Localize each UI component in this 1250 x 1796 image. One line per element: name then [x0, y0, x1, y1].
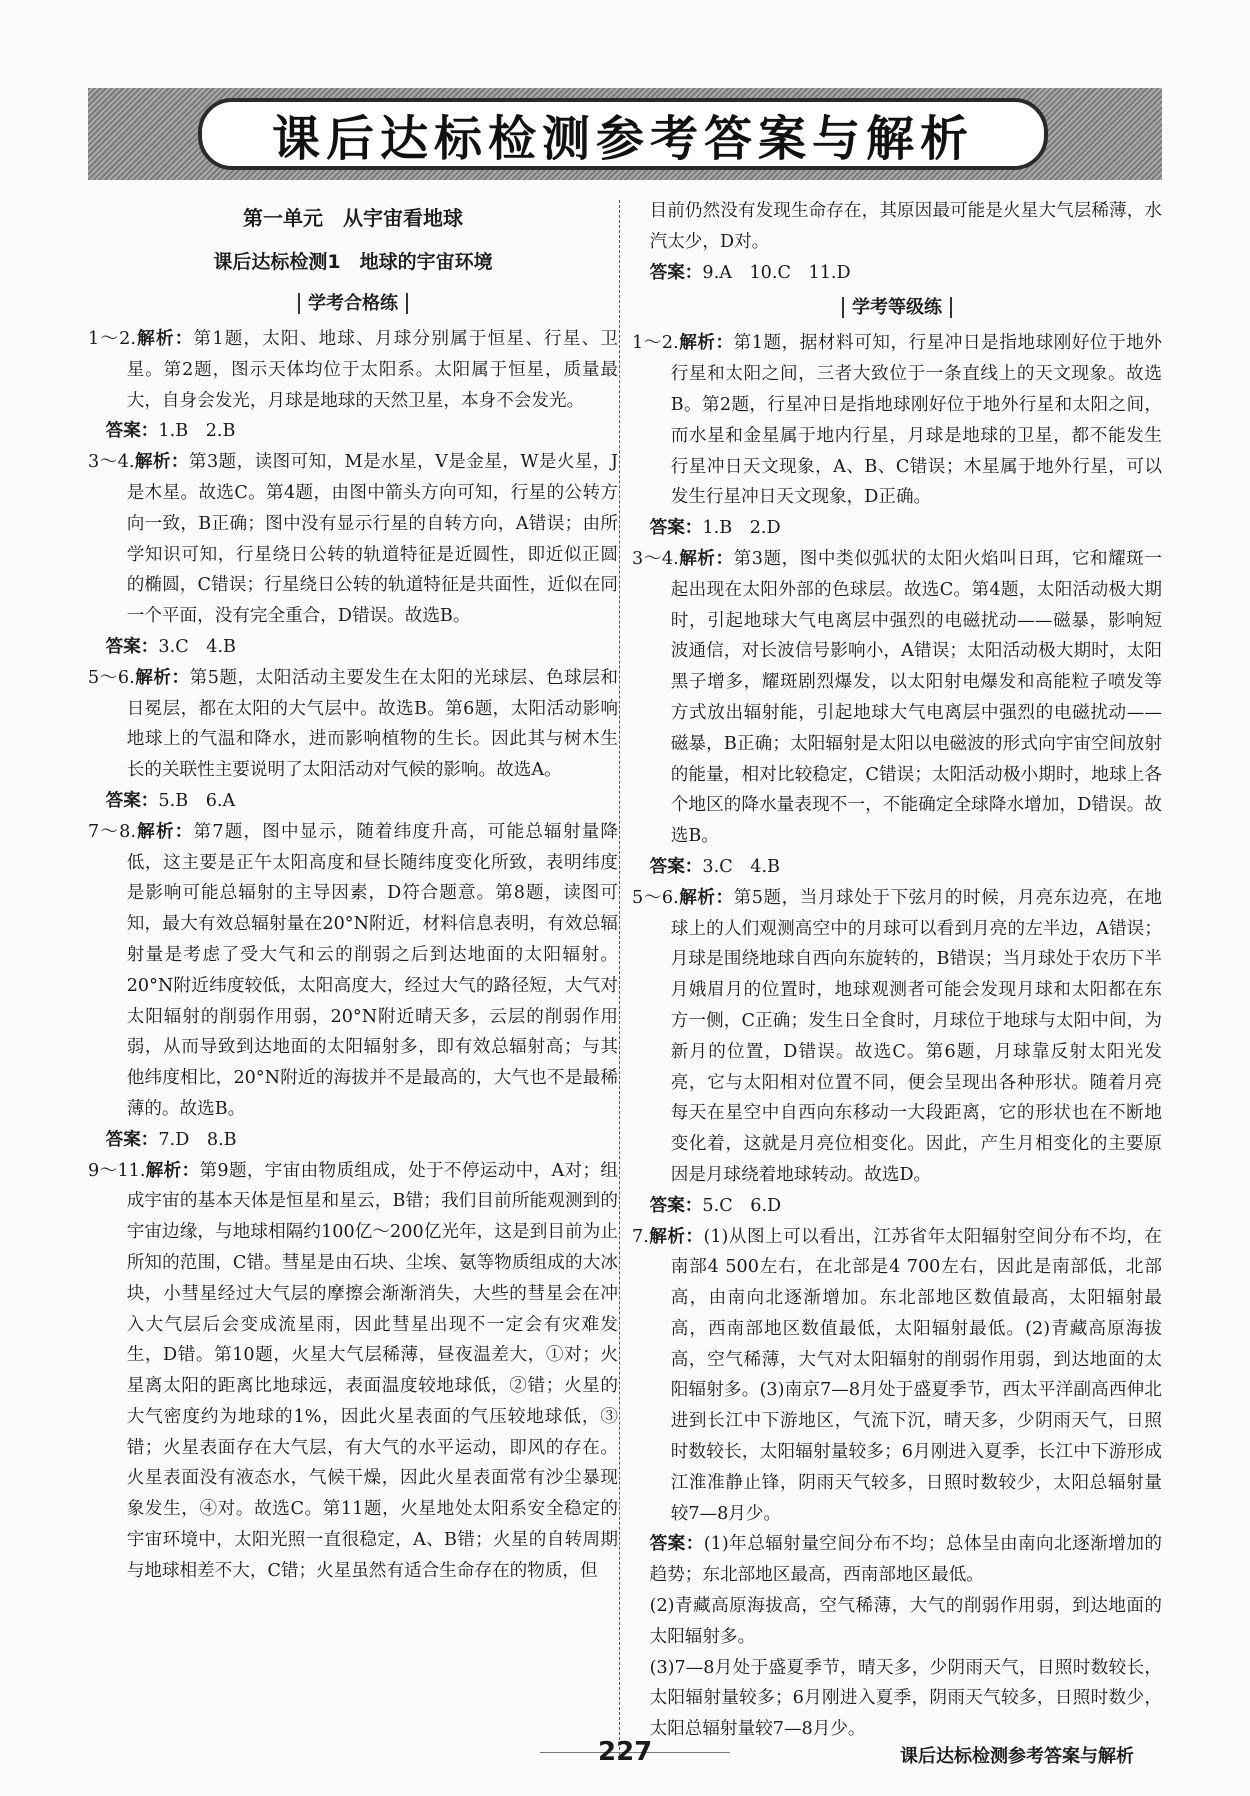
- answer-line: (3)7—8月处于盛夏季节，晴天多，少阴雨天气，日照时数较长，太阳辐射量较多；6月刚进入夏季，阴雨天气较多，日照时数少，太阳总辐射量较7—8月少。: [649, 1657, 1162, 1740]
- lesson-title: 课后达标检测1 地球的宇宙环境: [213, 251, 493, 273]
- right-column: [632, 196, 1162, 1745]
- explanation-label: 解析: [145, 1160, 182, 1181]
- question-explanation: 1～2.解析：第1题，据材料可知，行星冲日是指地球刚好位于地外行星和太阳之间，三者大致位于一条直线上的天文现象。故选B。第2题，行星冲日是指地球刚好位于地外行星和太阳之间，而水星和金星属于地内行星，月球是地球的卫星，都不能发生行星冲日天文现象，A、B、C错误；木星属于地外行星，可以发生行星冲日天文现象，D正确。: [632, 333, 1162, 508]
- answer-line: 答案：(1)年总辐射量空间分布不均；总体呈由南向北逐渐增加的趋势；东北部地区最高，西南部地区最低。: [649, 1534, 1162, 1586]
- question-explanation: 3～4.解析：第3题，读图可知，M是水星，V是金星，W是火星，J是木星。故选C。第4题，由图中箭头方向可知，行星的公转方向一致，B正确；图中没有显示行星的自转方向，A错误；由所学知识可知，行星绕日公转的轨道特征是近圆性，即近似正圆的椭圆，C错误；行星绕日公转的轨道特征是共面性，近似在同一个平面，没有完全重合，D错误。故选B。: [88, 452, 618, 627]
- question-explanation: 1～2.解析：第1题，太阳、地球、月球分别属于恒星、行星、卫星。第2题，图示天体均位于太阳系。太阳属于恒星，质量最大，自身会发光，月球是地球的天然卫星，本身不会发光。: [88, 329, 618, 411]
- question-explanation: 7～8.解析：第7题，图中显示，随着纬度升高，可能总辐射量降低，这主要是正午太阳高度和昼长随纬度变化所致，表明纬度是影响可能总辐射的主导因素，D符合题意。第8题，读图可知，最大有效总辐射量在20°N附近，材料信息表明，有效总辐射量是考虑了受大气和云的削弱之后到达地面的太阳辐射。20°N附近纬度较低，太阳高度大，经过大气的路径短，大气对太阳辐射的削弱作用弱，20°N附近晴天多，云层的削弱作用弱，从而导致到达地面的太阳辐射多，即有效总辐射高；与其他纬度相比，20°N附近的海拔并不是最高的，大气也不是最稀薄的。故选B。: [88, 821, 618, 1119]
- answer-line: 答案：7.D 8.B: [105, 1129, 237, 1150]
- explanation-text: (1)从图上可以看出，江苏省年太阳辐射空间分布不均，在南部4 500左右，在北部是4 700左右，因此是南部低，北部高，由南向北逐渐增加。东北部地区数值最高，太阳辐射最高，西南部地区数值最低，太阳辐射最低。(2)青藏高原海拔高，空气稀薄，大气对太阳辐射的削弱作用弱，到达地面的太阳辐射多。(3)南京7—8月处于盛夏季节，西太平洋副高西伸北进到长江中下游地区，气流下沉，晴天多，少阴雨天气，日照时数较长，太阳辐射量较多；6月刚进入夏季，长江中下游形成江淮准静止锋，阴雨天气较多，日照时数较少，太阳总辐射量较7—8月少。: [670, 1226, 1162, 1524]
- question-number: 9～11.: [88, 1160, 146, 1181]
- answer-label: 答案: [105, 421, 141, 442]
- explanation-text: 第7题，图中显示，随着纬度升高，可能总辐射量降低，这主要是正午太阳高度和昼长随纬度变化所致，表明纬度是影响可能总辐射的主导因素，D符合题意。第8题，读图可知，最大有效总辐射量在20°N附近，材料信息表明，有效总辐射量是考虑了受大气和云的削弱之后到达地面的太阳辐射。20°N附近纬度较低，太阳高度大，经过大气的路径短，大气对太阳辐射的削弱作用弱，20°N附近晴天多，云层的削弱作用弱，从而导致到达地面的太阳辐射多，即有效总辐射高；与其他纬度相比，20°N附近的海拔并不是最高的，大气也不是最稀薄的。故选B。: [126, 821, 618, 1119]
- explanation-text: 第1题，太阳、地球、月球分别属于恒星、行星、卫星。第2题，图示天体均位于太阳系。太阳属于恒星，质量最大，自身会发光，月球是地球的天然卫星，本身不会发光。: [126, 329, 618, 411]
- explanation-label: 解析: [648, 1226, 686, 1247]
- explanation-label: 解析: [678, 887, 716, 908]
- answer-values: 1.B 2.D: [702, 518, 781, 539]
- question-explanation: 5～6.解析：第5题，当月球处于下弦月的时候，月亮东边亮，在地球上的人们观测高空中的月球可以看到月亮的左半边，A错误；月球是围绕地球自西向东旋转的，B错误；当月球处于农历下半月娥眉月的位置时，地球观测者可能会发现月球和太阳都在东方一侧，C正确；发生日全食时，月球位于地球与太阳中间，为新月的位置，D错误。故选C。第6题，月球靠反射太阳光发亮，它与太阳相对位置不同，便会呈现出各种形状。随着月亮每天在星空中自西向东移动一大段距离，它的形状也在不断地变化着，这就是月亮位相变化。因此，产生月相变化的主要原因是月球绕着地球转动。故选D。: [632, 887, 1162, 1185]
- explanation-text: 第5题，当月球处于下弦月的时候，月亮东边亮，在地球上的人们观测高空中的月球可以看到月亮的左半边，A错误；月球是围绕地球自西向东旋转的，B错误；当月球处于农历下半月娥眉月的位置时，地球观测者可能会发现月球和太阳都在东方一侧，C正确；发生日全食时，月球位于地球与太阳中间，为新月的位置，D错误。故选C。第6题，月球靠反射太阳光发亮，它与太阳相对位置不同，便会呈现出各种形状。随着月亮每天在星空中自西向东移动一大段距离，它的形状也在不断地变化着，这就是月亮位相变化。因此，产生月相变化的主要原因是月球绕着地球转动。故选D。: [670, 887, 1162, 1185]
- section-label-text: 学考合格练: [298, 293, 408, 314]
- answer-line: (2)青藏高原海拔高，空气稀薄，大气的削弱作用弱，到达地面的太阳辐射多。: [649, 1596, 1162, 1647]
- question-number: 5～6.: [632, 887, 679, 908]
- explanation-label: 解析: [135, 329, 175, 349]
- explanation-text: 第3题，图中类似弧状的太阳火焰叫日珥，它和耀斑一起出现在太阳外部的色球层。故选C。第4题，太阳活动极大期时，引起地球大气电离层中强烈的电磁扰动——磁暴，影响短波通信，对长波信号影响小，A错误；太阳活动极大期时，太阳黑子增多，耀斑剧烈爆发，以太阳射电爆发和高能粒子喷发等方式放出辐射能，引起地球大气电离层中强烈的电磁扰动——磁暴，B正确；太阳辐射是太阳以电磁波的形式向宇宙空间放射的能量，相对比较稳定，C错误；太阳活动极小期时，地球上各个地区的降水量表现不一，不能确定全球降水增加，D错误。故选B。: [670, 548, 1162, 847]
- answer-label: 答案: [105, 1129, 141, 1150]
- section-label-advanced: [632, 288, 1162, 328]
- question-number: 1～2.: [88, 329, 136, 349]
- explanation-label: 解析: [678, 333, 716, 354]
- answer-line: 答案：1.B 2.B: [105, 421, 236, 442]
- explanation-label: 解析: [678, 548, 716, 569]
- answer-line: 答案：5.B 6.A: [105, 790, 236, 811]
- footer-title: 课后达标检测参考答案与解析: [900, 1746, 1134, 1767]
- answer-label: 答案: [649, 856, 685, 877]
- question-number: 7.: [632, 1226, 649, 1247]
- explanation-label: 解析: [135, 821, 175, 842]
- unit-title: 第一单元 从宇宙看地球: [243, 206, 463, 230]
- left-column: [88, 196, 618, 1587]
- header-banner: [88, 88, 1162, 180]
- answer-values: 5.C 6.D: [702, 1195, 782, 1216]
- answer-line: 答案：5.C 6.D: [649, 1195, 782, 1216]
- q7-answer-block: [632, 1529, 1162, 1745]
- right-answer-list: [632, 328, 1162, 1529]
- explanation-text: 第3题，读图可知，M是水星，V是金星，W是火星，J是木星。故选C。第4题，由图中箭头方向可知，行星的公转方向一致，B正确；图中没有显示行星的自转方向，A错误；由所学知识可知，行星绕日公转的轨道特征是近圆性，即近似正圆的椭圆，C错误；行星绕日公转的轨道特征是共面性，近似在同一个平面，没有完全重合，D错误。故选B。: [126, 452, 618, 627]
- question-explanation: 7.解析：(1)从图上可以看出，江苏省年太阳辐射空间分布不均，在南部4 500左右，在北部是4 700左右，因此是南部低，北部高，由南向北逐渐增加。东北部地区数值最高，太阳辐射最高，西南部地区数值最低，太阳辐射最低。(2)青藏高原海拔高，空气稀薄，大气对太阳辐射的削弱作用弱，到达地面的太阳辐射多。(3)南京7—8月处于盛夏季节，西太平洋副高西伸北进到长江中下游地区，气流下沉，晴天多，少阴雨天气，日照时数较长，太阳辐射量较多；6月刚进入夏季，长江中下游形成江淮准静止锋，阴雨天气较多，日照时数较少，太阳总辐射量较7—8月少。: [632, 1226, 1162, 1524]
- question-number: 7～8.: [88, 821, 136, 842]
- answer-label: 答案: [105, 790, 141, 811]
- answer-label: 答案: [105, 636, 141, 657]
- question-explanation: 9～11.解析：第9题，宇宙由物质组成，处于不停运动中，A对；组成宇宙的基本天体是恒星和星云，B错；我们目前所能观测到的宇宙边缘，与地球相隔约100亿～200亿光年，这是到目前为止所知的范围，C错。彗星是由石块、尘埃、氨等物质组成的大冰块，小彗星经过大气层的摩擦会渐渐消失，大些的彗星会在冲入大气层后会变成流星雨，因此彗星出现不一定会有灾难发生，D错。第10题，火星大气层稀薄，昼夜温差大，①对；火星离太阳的距离比地球远，表面温度较地球低，②错；火星的大气密度约为地球的1%，因此火星表面的气压较地球低，③错；火星表面存在大气层，有大气的水平运动，即风的存在。火星表面没有液态水，气候干燥，因此火星表面常有沙尘暴现象发生，④对。故选C。第11题，火星地处太阳系安全稳定的宇宙环境中，太阳光照一直很稳定，A、B错；火星的自转周期与地球相差不大，C错；火星虽然有适合生命存在的物质，但: [88, 1160, 618, 1581]
- question-explanation: 5～6.解析：第5题，太阳活动主要发生在太阳的光球层、色球层和日冕层，都在太阳的大气层中。故选B。第6题，太阳活动影响地球上的气温和降水，进而影响植物的生长。因此其与树木生长的关联性主要说明了太阳活动对气候的影响。故选A。: [88, 667, 618, 781]
- question-number: 3～4.: [88, 452, 135, 473]
- explanation-text: 第1题，据材料可知，行星冲日是指地球刚好位于地外行星和太阳之间，三者大致位于一条直线上的天文现象。故选B。第2题，行星冲日是指地球刚好位于地外行星和太阳之间，而水星和金星属于地内行星，月球是地球的卫星，都不能发生行星冲日天文现象，A、B、C错误；木星属于地外行星，可以发生行星冲日天文现象，D正确。: [670, 333, 1162, 508]
- answer-line: 答案：9.A 10.C 11.D: [649, 262, 851, 283]
- left-answer-list: [88, 324, 618, 1587]
- question-explanation: 3～4.解析：第3题，图中类似弧状的太阳火焰叫日珥，它和耀斑一起出现在太阳外部的色球层。故选C。第4题，太阳活动极大期时，引起地球大气电离层中强烈的电磁扰动——磁暴，影响短波通信，对长波信号影响小，A错误；太阳活动极大期时，太阳黑子增多，耀斑剧烈爆发，以太阳射电爆发和高能粒子喷发等方式放出辐射能，引起地球大气电离层中强烈的电磁扰动——磁暴，B正确；太阳辐射是太阳以电磁波的形式向宇宙空间放射的能量，相对比较稳定，C错误；太阳活动极小期时，地球上各个地区的降水量表现不一，不能确定全球降水增加，D错误。故选B。: [632, 548, 1162, 847]
- answer-values: 1.B 2.B: [158, 421, 236, 442]
- explanation-text: 第9题，宇宙由物质组成，处于不停运动中，A对；组成宇宙的基本天体是恒星和星云，B错；我们目前所能观测到的宇宙边缘，与地球相隔约100亿～200亿光年，这是到目前为止所知的范围，C错。彗星是由石块、尘埃、氨等物质组成的大冰块，小彗星经过大气层的摩擦会渐渐消失，大些的彗星会在冲入大气层后会变成流星雨，因此彗星出现不一定会有灾难发生，D错。第10题，火星大气层稀薄，昼夜温差大，①对；火星离太阳的距离比地球远，表面温度较地球低，②错；火星的大气密度约为地球的1%，因此火星表面的气压较地球低，③错；火星表面存在大气层，有大气的水平运动，即风的存在。火星表面没有液态水，气候干燥，因此火星表面常有沙尘暴现象发生，④对。故选C。第11题，火星地处太阳系安全稳定的宇宙环境中，太阳光照一直很稳定，A、B错；火星的自转周期与地球相差不大，C错；火星虽然有适合生命存在的物质，但: [126, 1160, 618, 1581]
- page-number: 227: [598, 1737, 653, 1767]
- answer-label: 答案: [649, 518, 685, 539]
- answer-label: 答案: [649, 1195, 685, 1216]
- banner-title-box: [198, 98, 1048, 170]
- explanation-label: 解析: [134, 452, 171, 473]
- answer-line: 答案：3.C 4.B: [649, 856, 780, 877]
- answer-values: 7.D 8.B: [158, 1129, 237, 1150]
- column-divider: [619, 200, 620, 1755]
- answer-values: 5.B 6.A: [158, 790, 236, 811]
- section-label-text: 学考等级练: [842, 297, 952, 318]
- page-title: 课后达标检测参考答案与解析: [271, 110, 974, 167]
- explanation-label: 解析: [134, 667, 172, 688]
- answer-line: 答案：1.B 2.D: [649, 518, 781, 539]
- continued-text: 目前仍然没有发现生命存在，其原因最可能是火星大气层稀薄，水汽太少，D对。: [649, 201, 1162, 252]
- explanation-text: 第5题，太阳活动主要发生在太阳的光球层、色球层和日冕层，都在太阳的大气层中。故选B。第6题，太阳活动影响地球上的气温和降水，进而影响植物的生长。因此其与树木生长的关联性主要说明了太阳活动对气候的影响。故选A。: [126, 667, 618, 781]
- question-number: 5～6.: [88, 667, 135, 688]
- answer-line: 答案：3.C 4.B: [105, 636, 236, 657]
- answer-values: 3.C 4.B: [158, 636, 236, 657]
- answer-values: 3.C 4.B: [702, 856, 780, 877]
- question-number: 3～4.: [632, 548, 679, 569]
- section-label-basic: [88, 284, 618, 324]
- question-number: 1～2.: [632, 333, 679, 354]
